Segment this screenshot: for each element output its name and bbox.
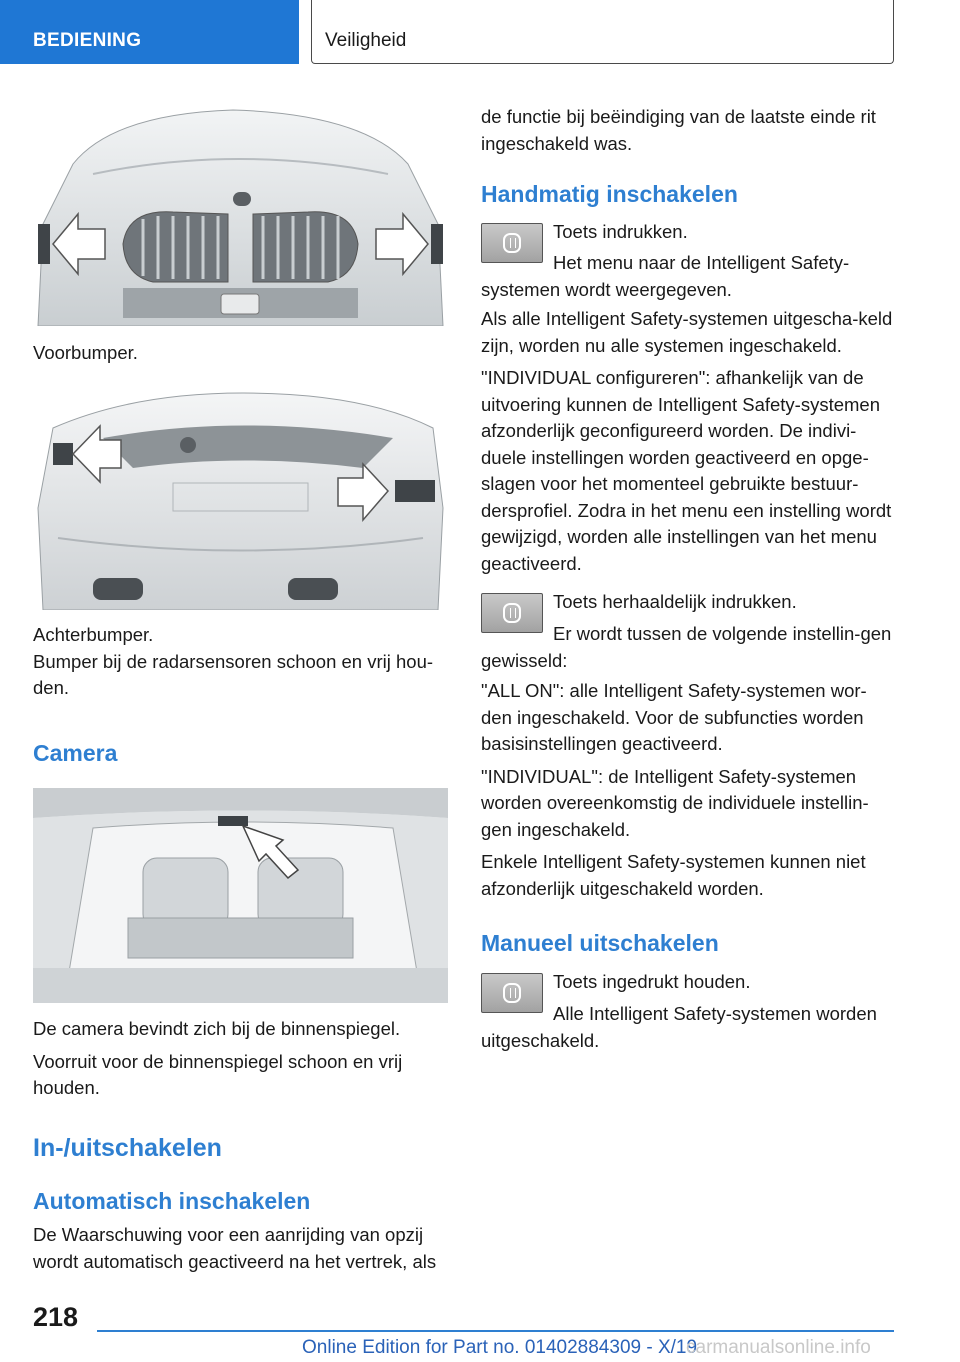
switch-text: Er wordt tussen de volgende instellin-gen gewisseld: [481, 623, 892, 671]
auto-on-heading: Automatisch inschakelen [33, 1188, 311, 1214]
section-tab [0, 0, 299, 64]
continued-text: de functie bij beëindiging van de laatste einde rit ingeschakeld was. [481, 106, 876, 154]
menu-shown-text: Het menu naar de Intelligent Safety-systemen wordt weergegeven. [481, 252, 850, 300]
camera-text-2: Voorruit voor de binnenspiegel schoon en vrij houden. [33, 1050, 403, 1098]
onoff-heading: In-/uitschakelen [33, 1134, 222, 1162]
press-hold-text: Toets ingedrukt houden. [553, 971, 751, 992]
individual-text: "INDIVIDUAL": de Intelligent Safety-systemen worden overeenkomstig de individuele instellin-gen ingeschakeld. [481, 765, 869, 840]
watermark: carmanualsonline.info [686, 1337, 871, 1358]
bumper-text: Bumper bij de radarsensoren schoon en vrij hou-den. [33, 650, 434, 698]
all-off-result-text: Alle Intelligent Safety-systemen worden uitgeschakeld. [481, 1003, 877, 1051]
all-off-text: Als alle Intelligent Safety-systemen uitgescha-keld zijn, worden nu alle systemen ingeschakeld. [481, 308, 893, 356]
front-bumper-image [33, 104, 448, 326]
auto-on-text: De Waarschuwing voor een aanrijding van opzij wordt automatisch geactiveerd na het vertrek, als [33, 1224, 437, 1272]
some-systems-text: Enkele Intelligent Safety-systemen kunnen niet afzonderlijk uitgeschakeld worden. [481, 851, 866, 899]
intelligent-safety-button-icon [503, 603, 521, 623]
press-repeated-text: Toets herhaaldelijk indrukken. [553, 591, 797, 612]
camera-image [33, 788, 448, 1003]
manual-off-heading: Manueel uitschakelen [481, 930, 719, 956]
manual-on-heading: Handmatig inschakelen [481, 181, 738, 207]
edition-text: Online Edition for Part no. 01402884309 - X/19 [302, 1337, 698, 1358]
rear-bumper-caption: Achterbumper. [33, 624, 154, 645]
front-bumper-caption: Voorbumper. [33, 342, 138, 363]
page-number: 218 [33, 1302, 79, 1332]
camera-heading: Camera [33, 740, 118, 766]
rear-bumper-image [33, 388, 448, 610]
all-on-text: "ALL ON": alle Intelligent Safety-systemen wor-den ingeschakeld. Voor de subfuncties worden basisinstellingen geactiveerd. [481, 680, 867, 754]
chapter-tab [311, 0, 894, 64]
section-title: BEDIENING [33, 30, 142, 51]
footer-rule [97, 1330, 894, 1332]
individual-config-text: "INDIVIDUAL configureren": afhankelijk van de uitvoering kunnen de Intelligent Safety-systemen afzonderlijk geconfigureerd worden. De indivi-duele instellingen worden geactiveerd en opge-slagen voor het momenteel gebruikte bestuur-dersprofiel. Zodra in het menu een instelling wordt gewijzigd, worden alle instellingen van het menu geactiveerd. [481, 367, 892, 574]
press-button-text: Toets indrukken. [553, 221, 688, 242]
intelligent-safety-button-icon [503, 983, 521, 1003]
camera-text-1: De camera bevindt zich bij de binnenspiegel. [33, 1018, 401, 1039]
chapter-title: Veiligheid [325, 30, 407, 51]
